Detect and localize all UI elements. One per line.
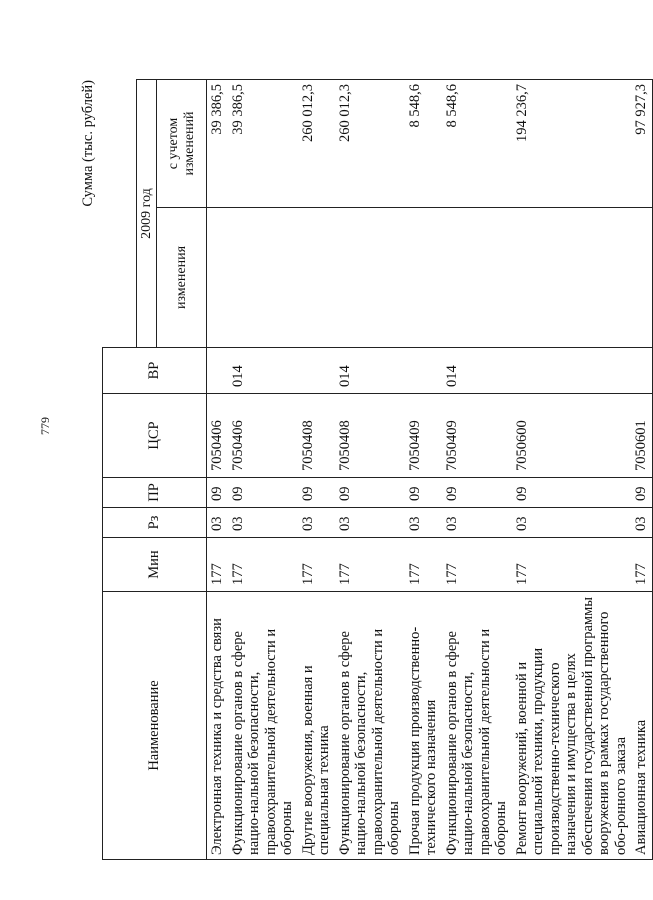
table-row	[405, 80, 442, 860]
cell-name: Авиационная техника	[631, 592, 652, 860]
cell-changes	[228, 208, 298, 348]
cell-vr: 014	[228, 348, 298, 394]
col-header-min: Мин	[103, 538, 207, 592]
units-label: Сумма (тыс. рублей)	[80, 80, 96, 207]
cell-pr: 09	[512, 478, 632, 508]
cell-vr: 014	[335, 348, 405, 394]
cell-name: Функционирование органов в сфере нацио-нальной безопасности, правоохранительной деятельности и обороны	[228, 592, 298, 860]
cell-rz: 03	[207, 508, 228, 538]
cell-pr: 09	[228, 478, 298, 508]
cell-changes	[298, 208, 335, 348]
cell-pr: 09	[442, 478, 512, 508]
cell-pr: 09	[207, 478, 228, 508]
cell-name: Ремонт вооружений, военной и специальной техники, продукции производственно-технического назначения и имущества в целях обеспечения государственной программы вооружения в рамках государственного обо-ронного заказа	[512, 592, 632, 860]
cell-rz: 03	[512, 508, 632, 538]
col-header-vr: ВР	[103, 348, 207, 394]
col-header-year: 2009 год	[137, 80, 157, 348]
col-header-pr: ПР	[103, 478, 207, 508]
cell-csr: 7050406	[228, 394, 298, 478]
cell-vr: 014	[442, 348, 512, 394]
cell-min: 177	[298, 538, 335, 592]
cell-min: 177	[335, 538, 405, 592]
cell-vr	[207, 348, 228, 394]
cell-csr: 7050409	[405, 394, 442, 478]
cell-name: Функционирование органов в сфере нацио-нальной безопасности, правоохранительной деятельности и обороны	[335, 592, 405, 860]
col-header-with-changes: с учетом изменений	[157, 80, 207, 208]
table-row	[335, 80, 405, 860]
cell-rz: 03	[405, 508, 442, 538]
cell-min: 177	[207, 538, 228, 592]
cell-min: 177	[631, 538, 652, 592]
cell-pr: 09	[298, 478, 335, 508]
col-header-csr: ЦСР	[103, 394, 207, 478]
table-row	[298, 80, 335, 860]
cell-changes	[631, 208, 652, 348]
cell-name: Электронная техника и средства связи	[207, 592, 228, 860]
cell-rz: 03	[298, 508, 335, 538]
cell-rz: 03	[335, 508, 405, 538]
table-row	[442, 80, 512, 860]
cell-vr	[405, 348, 442, 394]
cell-total: 260 012,3	[298, 80, 335, 208]
cell-vr	[512, 348, 632, 394]
cell-min: 177	[512, 538, 632, 592]
cell-changes	[207, 208, 228, 348]
cell-total: 39 386,5	[207, 80, 228, 208]
cell-total: 260 012,3	[335, 80, 405, 208]
cell-csr: 7050406	[207, 394, 228, 478]
rotated-page	[80, 80, 650, 860]
col-header-name: Наименование	[103, 592, 207, 860]
cell-csr: 7050600	[512, 394, 632, 478]
cell-min: 177	[442, 538, 512, 592]
table-row	[631, 80, 652, 860]
cell-rz: 03	[442, 508, 512, 538]
col-header-rz: Рз	[103, 508, 207, 538]
cell-rz: 03	[228, 508, 298, 538]
cell-total: 194 236,7	[512, 80, 632, 208]
cell-total: 8 548,6	[442, 80, 512, 208]
cell-changes	[442, 208, 512, 348]
cell-pr: 09	[405, 478, 442, 508]
cell-vr	[298, 348, 335, 394]
cell-min: 177	[228, 538, 298, 592]
budget-table	[102, 79, 653, 860]
cell-min: 177	[405, 538, 442, 592]
cell-vr	[631, 348, 652, 394]
page-number: 779	[38, 417, 52, 435]
cell-name: Функционирование органов в сфере нацио-нальной безопасности, правоохранительной деятельности и обороны	[442, 592, 512, 860]
cell-changes	[335, 208, 405, 348]
cell-total: 97 927,3	[631, 80, 652, 208]
cell-csr: 7050601	[631, 394, 652, 478]
cell-pr: 09	[631, 478, 652, 508]
cell-changes	[512, 208, 632, 348]
cell-changes	[405, 208, 442, 348]
cell-name: Прочая продукция производственно-технического назначения	[405, 592, 442, 860]
cell-total: 39 386,5	[228, 80, 298, 208]
table-row	[512, 80, 632, 860]
cell-total: 8 548,6	[405, 80, 442, 208]
cell-name: Другие вооружения, военная и специальная техника	[298, 592, 335, 860]
table-row	[207, 80, 228, 860]
cell-csr: 7050408	[298, 394, 335, 478]
cell-pr: 09	[335, 478, 405, 508]
cell-csr: 7050409	[442, 394, 512, 478]
col-header-changes: изменения	[157, 208, 207, 348]
cell-rz: 03	[631, 508, 652, 538]
cell-csr: 7050408	[335, 394, 405, 478]
table-row	[228, 80, 298, 860]
